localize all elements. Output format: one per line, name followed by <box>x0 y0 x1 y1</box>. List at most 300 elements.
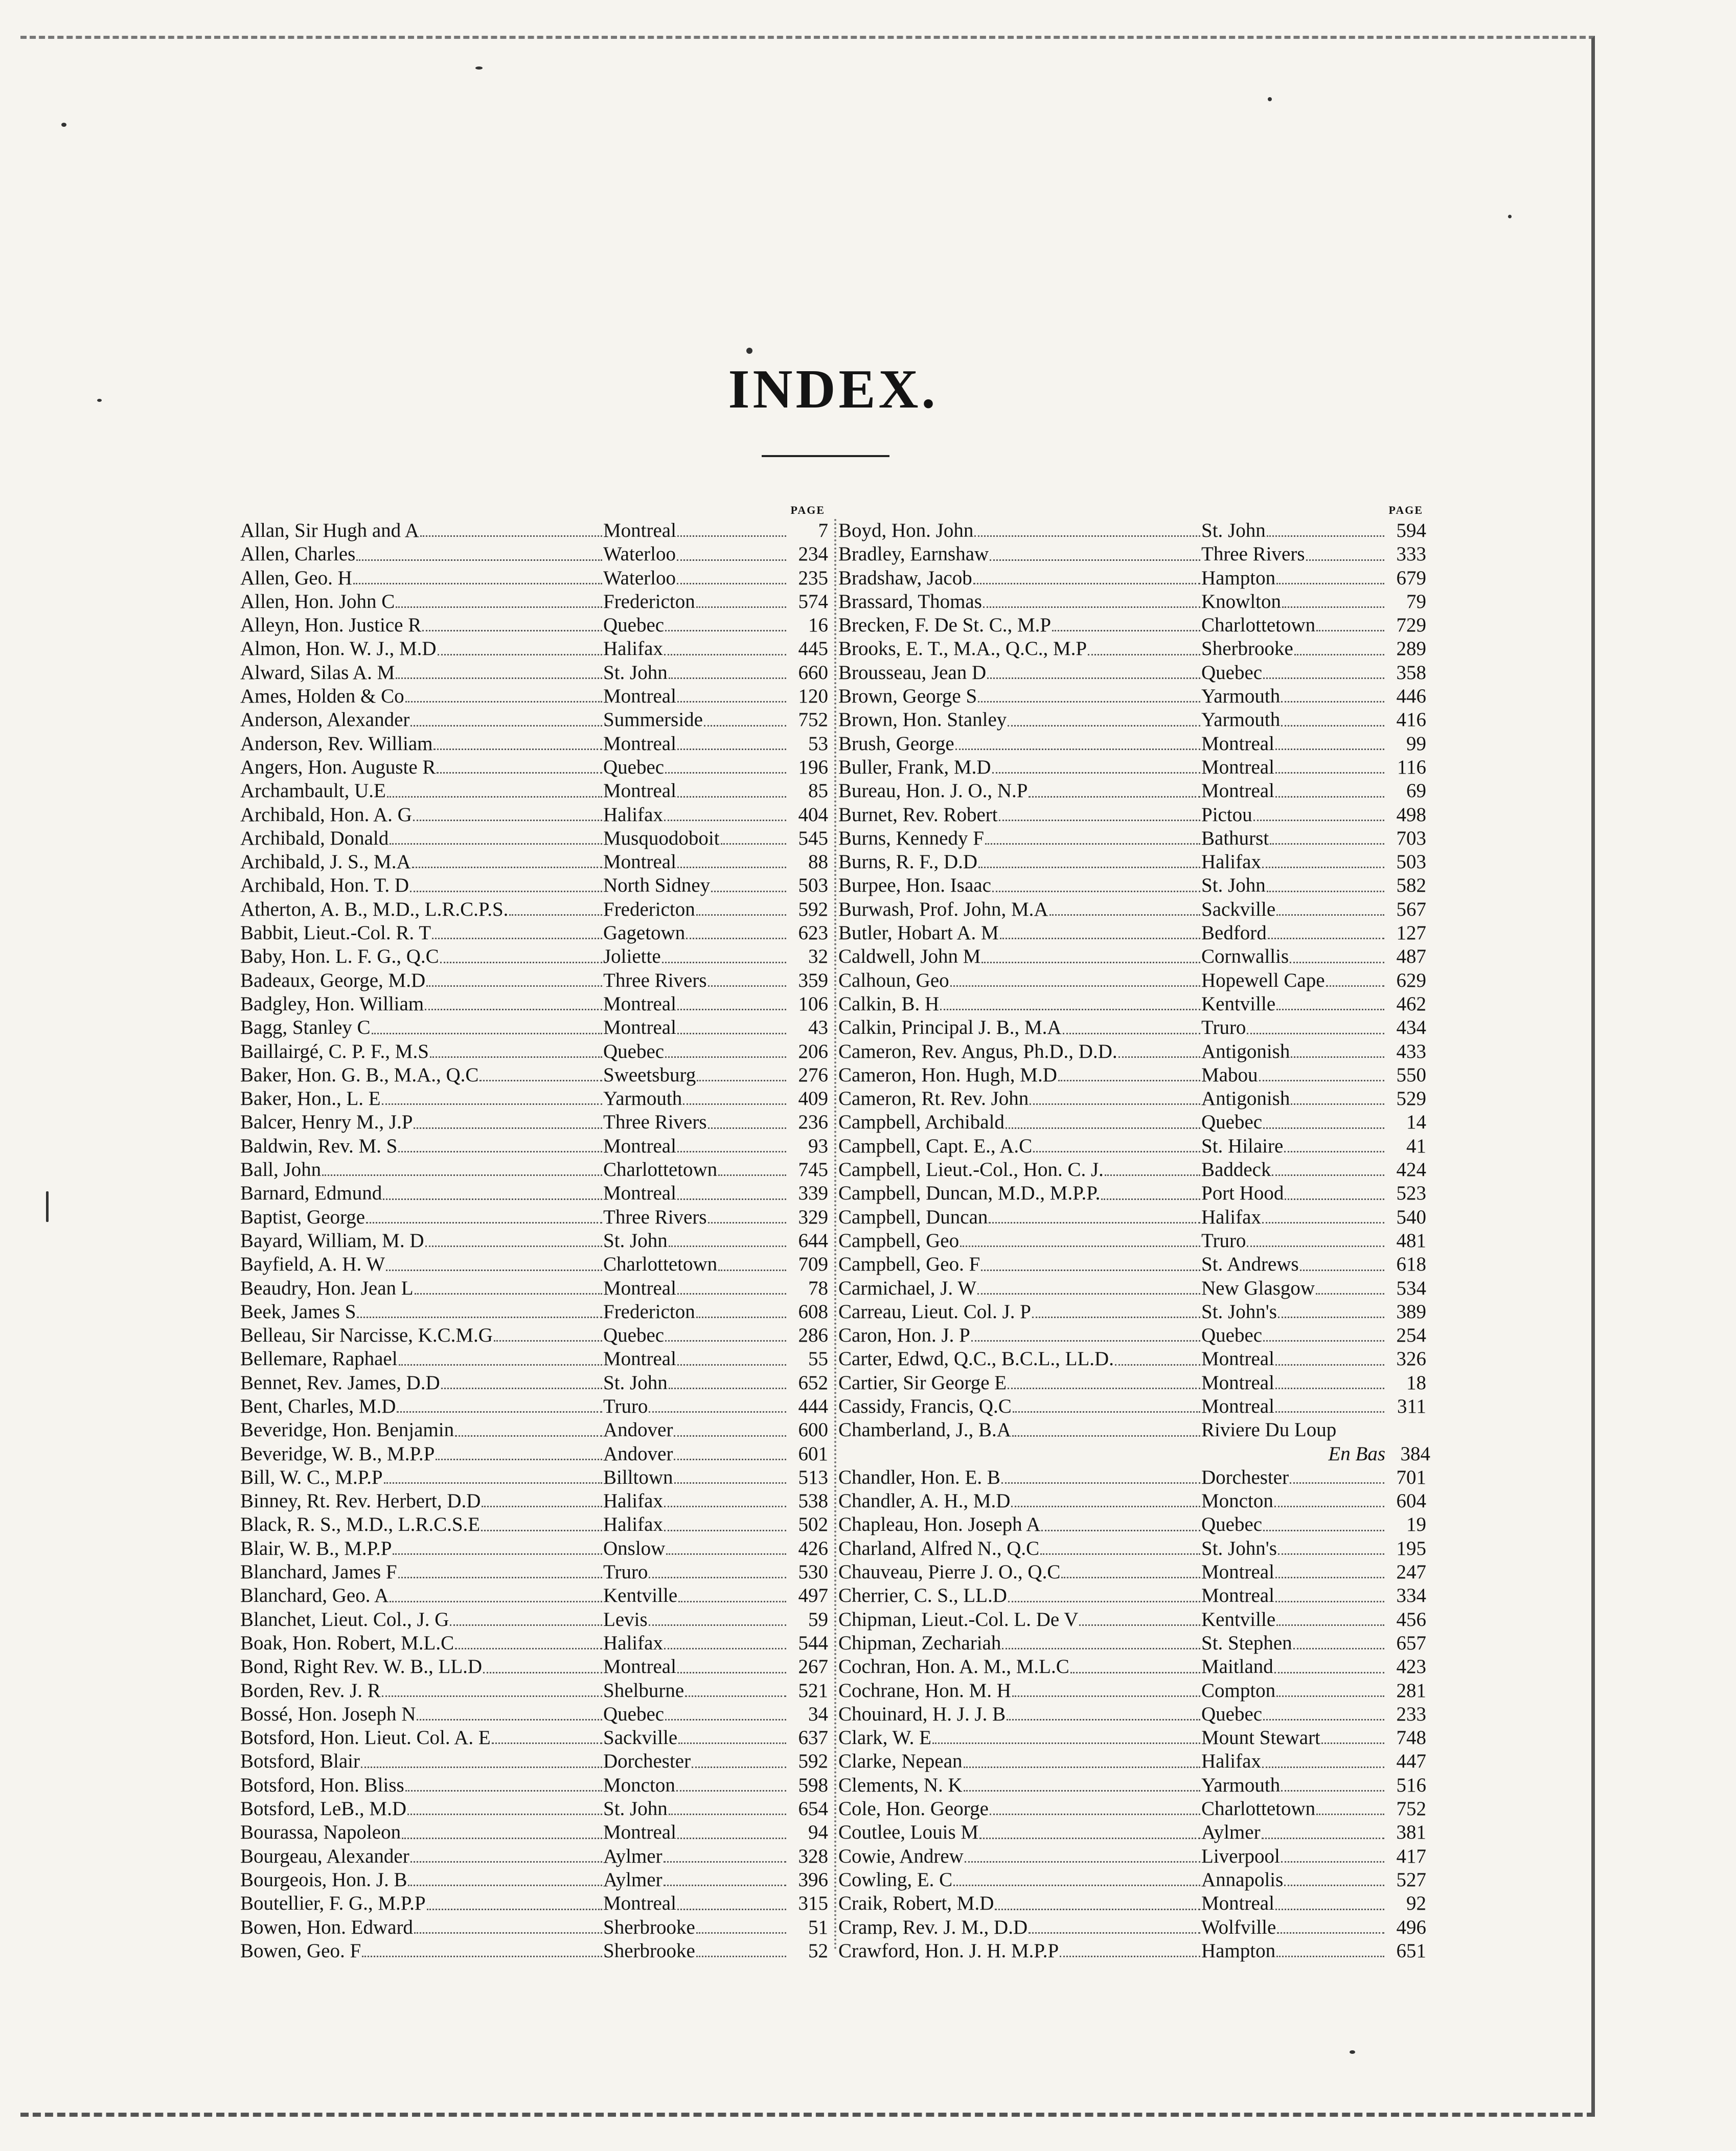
index-entry <box>240 1655 828 1679</box>
entry-place-text: Halifax <box>603 803 663 826</box>
index-entry <box>240 1466 828 1489</box>
leader-dots <box>677 732 786 750</box>
index-entry <box>240 874 828 897</box>
leader-dots <box>665 756 786 774</box>
entry-name-text: Chouinard, H. J. J. B <box>838 1703 1006 1725</box>
entry-name <box>240 969 603 992</box>
entry-name <box>838 827 1201 850</box>
leader-dots <box>669 661 786 679</box>
entry-page-number: 424 <box>1396 1159 1426 1181</box>
entry-place-text: Montreal <box>1201 780 1274 802</box>
entry-name-text: Archibald, J. S., M.A <box>240 851 411 873</box>
entry-name <box>838 898 1201 921</box>
entry-page-number: 521 <box>798 1679 828 1702</box>
entry-place <box>1201 1726 1385 1750</box>
entry-place <box>1201 1418 1385 1442</box>
leader-dots <box>441 1371 602 1389</box>
index-entry <box>240 1277 828 1300</box>
entry-place-text: Montreal <box>603 1016 676 1039</box>
entry-name-text: Badeaux, George, M.D <box>240 969 426 991</box>
entry-place-text: St. John <box>603 1229 668 1252</box>
entry-name <box>838 1537 1201 1560</box>
entry-name-text: Barnard, Edmund <box>240 1182 382 1205</box>
entry-name <box>240 567 603 590</box>
index-entry <box>838 1347 1426 1371</box>
entry-name <box>838 1916 1201 1939</box>
entry-place-text: Halifax <box>1201 1206 1261 1228</box>
entry-place-text: Three Rivers <box>603 1206 707 1228</box>
entry-name <box>838 1418 1201 1442</box>
leader-dots <box>696 898 786 916</box>
index-entry <box>240 1063 828 1087</box>
leader-dots <box>1267 519 1384 537</box>
entry-name <box>240 1206 603 1229</box>
leader-dots <box>677 542 786 560</box>
entry-place <box>1201 519 1385 542</box>
entry-place <box>1201 590 1385 614</box>
entry-name <box>240 1560 603 1584</box>
entry-page-number: 601 <box>798 1442 828 1465</box>
entry-name <box>838 1016 1201 1039</box>
entry-place <box>603 1371 787 1395</box>
entry-place-text: St. John <box>1201 874 1266 897</box>
leader-dots <box>1263 1513 1384 1531</box>
index-entry <box>838 898 1426 921</box>
entry-place-text: Halifax <box>603 1513 663 1536</box>
leader-dots <box>396 590 602 608</box>
entry-name <box>838 1158 1201 1182</box>
entry-place <box>603 1063 787 1087</box>
entry-place <box>1201 1158 1385 1182</box>
entry-place-text: Compton <box>1201 1679 1276 1702</box>
entry-name-text: Cowie, Andrew <box>838 1845 964 1867</box>
entry-place <box>603 1632 787 1655</box>
leader-dots <box>437 756 602 774</box>
leader-dots <box>1001 1466 1200 1484</box>
entry-name <box>838 1489 1201 1513</box>
leader-dots <box>450 1608 602 1626</box>
entry-page-number: 106 <box>798 992 828 1015</box>
index-entry <box>838 969 1426 992</box>
entry-name-text: Balcer, Henry M., J.P <box>240 1111 413 1134</box>
entry-place-text: Dorchester <box>603 1750 691 1773</box>
entry-place-text: En Bas <box>1328 1442 1385 1465</box>
entry-place-text: Shelburne <box>603 1679 684 1702</box>
index-entry <box>838 1750 1426 1773</box>
entry-name <box>838 1845 1201 1868</box>
leader-dots <box>1290 1466 1384 1484</box>
entry-place <box>603 542 787 566</box>
entry-place-text: Montreal <box>603 1135 676 1157</box>
entry-name <box>240 661 603 685</box>
entry-page-number: 41 <box>1406 1135 1426 1157</box>
entry-place <box>603 1418 787 1442</box>
leader-dots <box>718 1253 786 1271</box>
entry-place <box>603 1513 787 1536</box>
leader-dots <box>1115 1347 1200 1365</box>
entry-place <box>603 1135 787 1158</box>
entry-place <box>603 898 787 921</box>
leader-dots <box>1275 779 1384 797</box>
entry-name <box>838 614 1201 637</box>
entry-page-number: 51 <box>808 1916 828 1938</box>
entry-place <box>1201 921 1385 945</box>
leader-dots <box>677 850 786 868</box>
leader-dots <box>1316 1797 1384 1815</box>
entry-page-number: 384 <box>1400 1442 1430 1465</box>
leader-dots <box>1061 1560 1200 1578</box>
entry-name-text: Babbit, Lieut.-Col. R. T <box>240 922 431 944</box>
leader-dots <box>1281 685 1384 703</box>
entry-name <box>240 1750 603 1773</box>
entry-page-number: 416 <box>1396 709 1426 731</box>
index-entry <box>240 1040 828 1063</box>
leader-dots <box>417 1703 602 1720</box>
entry-name-text: Allen, Hon. John C <box>240 590 395 613</box>
index-entry <box>838 1253 1426 1276</box>
index-entry <box>838 779 1426 803</box>
entry-place <box>1201 1703 1385 1726</box>
entry-name-text: Craik, Robert, M.D <box>838 1892 994 1915</box>
entry-name-text: Cassidy, Francis, Q.C <box>838 1395 1012 1417</box>
leader-dots <box>1105 1158 1200 1176</box>
entry-place-text: Montreal <box>603 1656 676 1678</box>
entry-name <box>838 1774 1201 1797</box>
entry-page-number: 592 <box>798 898 828 920</box>
index-entry <box>240 1608 828 1632</box>
leader-dots <box>677 567 786 584</box>
entry-place <box>603 1395 787 1418</box>
entry-page-number: 637 <box>798 1727 828 1749</box>
leader-dots <box>413 803 602 821</box>
leader-dots <box>1291 1040 1384 1058</box>
leader-dots <box>1316 1277 1384 1295</box>
entry-place-text: Maitland <box>1201 1656 1273 1678</box>
entry-place <box>603 1253 787 1276</box>
index-entry <box>240 637 828 661</box>
index-entry <box>240 1253 828 1276</box>
leader-dots <box>664 1632 786 1649</box>
entry-name-text: Botsford, Hon. Bliss <box>240 1774 404 1796</box>
entry-name-text: Anderson, Alexander <box>240 709 410 731</box>
entry-name-text: Anderson, Rev. William <box>240 732 433 755</box>
entry-page-number: 618 <box>1396 1253 1426 1276</box>
leader-dots <box>414 1916 602 1934</box>
entry-name <box>240 992 603 1016</box>
leader-dots <box>999 803 1200 821</box>
entry-name <box>240 1300 603 1324</box>
index-entry <box>240 614 828 637</box>
entry-name <box>240 1324 603 1347</box>
entry-place-text: Knowlton <box>1201 590 1281 613</box>
entry-page-number: 462 <box>1396 992 1426 1015</box>
index-entry <box>240 1726 828 1750</box>
entry-place-text: Moncton <box>1201 1490 1273 1512</box>
entry-place-text: Truro <box>603 1561 648 1583</box>
leader-dots <box>662 945 786 963</box>
leader-dots <box>965 1845 1200 1863</box>
leader-dots <box>1013 1395 1200 1413</box>
entry-place-text: Quebec <box>603 756 665 778</box>
index-entry <box>838 1324 1426 1347</box>
entry-name <box>240 779 603 803</box>
index-entry <box>838 1395 1426 1418</box>
index-entry <box>838 874 1426 897</box>
entry-place <box>603 779 787 803</box>
entry-place-text: Quebec <box>603 1324 665 1347</box>
entry-name <box>240 1087 603 1111</box>
leader-dots <box>1270 827 1384 845</box>
entry-name <box>240 1655 603 1679</box>
leader-dots <box>1118 1040 1200 1058</box>
entry-place-text: Montreal <box>603 1892 676 1915</box>
entry-page-number: 629 <box>1396 969 1426 991</box>
entry-page-number: 748 <box>1396 1727 1426 1749</box>
entry-name-text: Coutlee, Louis M <box>838 1821 979 1844</box>
leader-dots <box>664 803 786 821</box>
entry-place-text: Quebec <box>603 1703 665 1725</box>
entry-place <box>1201 803 1385 827</box>
leader-dots <box>677 1655 786 1673</box>
entry-name-text: Botsford, Blair <box>240 1750 360 1773</box>
leader-dots <box>674 1418 786 1436</box>
entry-place <box>1201 850 1385 874</box>
entry-name-text: Clarke, Nepean <box>838 1750 963 1773</box>
entry-page-number: 598 <box>798 1774 828 1796</box>
leader-dots <box>1263 1703 1384 1720</box>
leader-dots <box>708 969 786 987</box>
entry-page-number: 540 <box>1396 1206 1426 1228</box>
entry-page-number: 120 <box>798 685 828 708</box>
entry-name <box>838 1655 1201 1679</box>
entry-page-number: 206 <box>798 1040 828 1062</box>
entry-name-text: Bureau, Hon. J. O., N.P <box>838 780 1028 802</box>
entry-page-number: 99 <box>1406 732 1426 755</box>
leader-dots <box>1262 1750 1384 1768</box>
index-entry <box>838 850 1426 874</box>
entry-name-text: Charland, Alfred N., Q.C <box>838 1537 1040 1559</box>
entry-name-text: Cochran, Hon. A. M., M.L.C <box>838 1656 1069 1678</box>
entry-page-number: 55 <box>808 1348 828 1370</box>
entry-name-text: Blanchard, Geo. A <box>240 1584 389 1607</box>
entry-page-number: 234 <box>798 543 828 565</box>
entry-name-text: Baker, Hon., L. E <box>240 1088 381 1110</box>
entry-name <box>240 1679 603 1703</box>
index-entry <box>838 614 1426 637</box>
entry-place <box>603 1703 787 1726</box>
index-entry <box>240 567 828 590</box>
entry-name-text: Cameron, Hon. Hugh, M.D <box>838 1063 1057 1086</box>
entry-page-number: 409 <box>798 1088 828 1110</box>
entry-name-text: Beaudry, Hon. Jean L <box>240 1277 414 1299</box>
entry-name <box>838 1608 1201 1632</box>
entry-name <box>838 519 1201 542</box>
index-entry <box>240 661 828 685</box>
entry-place-text: Quebec <box>1201 661 1263 684</box>
entry-place-text: Truro <box>1201 1229 1246 1252</box>
leader-dots <box>1060 1939 1200 1957</box>
leader-dots <box>1281 1774 1384 1792</box>
entry-name-text: Allan, Sir Hugh and A <box>240 519 419 541</box>
entry-name <box>838 542 1201 566</box>
entry-place-text: Dorchester <box>1201 1466 1289 1488</box>
index-entry <box>838 1277 1426 1300</box>
entry-name-text: Archambault, U.E <box>240 780 386 802</box>
leader-dots <box>408 1868 602 1886</box>
entry-place-text: Quebec <box>1201 1111 1263 1134</box>
entry-name <box>838 1513 1201 1536</box>
entry-place <box>1201 1560 1385 1584</box>
index-entry <box>838 1513 1426 1536</box>
leader-dots <box>1247 1229 1384 1247</box>
entry-place-text: Sweetsburg <box>603 1063 696 1086</box>
leader-dots <box>393 1537 602 1555</box>
entry-name <box>240 898 603 921</box>
leader-dots <box>1000 921 1200 939</box>
entry-name-text: Bradshaw, Jacob <box>838 567 972 589</box>
entry-name-text: Bowen, Hon. Edward <box>240 1916 413 1938</box>
entry-name <box>838 921 1201 945</box>
entry-page-number: 544 <box>798 1632 828 1654</box>
index-entry <box>240 1703 828 1726</box>
entry-name-text: Bill, W. C., M.P.P <box>240 1466 383 1488</box>
leader-dots <box>382 1087 602 1105</box>
entry-name-text: Brown, Hon. Stanley <box>838 709 1007 731</box>
entry-place <box>603 637 787 661</box>
leader-dots <box>1290 945 1384 963</box>
leader-dots <box>973 567 1200 584</box>
index-entry <box>838 1111 1426 1134</box>
entry-place <box>603 1206 787 1229</box>
entry-place-text: Charlottetown <box>1201 614 1316 637</box>
leader-dots <box>649 1560 786 1578</box>
index-entry <box>240 1229 828 1253</box>
entry-page-number: 329 <box>798 1206 828 1228</box>
entry-place <box>603 661 787 685</box>
leader-dots <box>382 1679 602 1697</box>
index-entry <box>838 567 1426 590</box>
entry-page-number: 497 <box>798 1584 828 1607</box>
leader-dots <box>974 519 1200 537</box>
entry-place <box>1201 1632 1385 1655</box>
entry-place <box>1201 992 1385 1016</box>
leader-dots <box>950 969 1200 987</box>
index-entry <box>240 969 828 992</box>
index-entry <box>240 779 828 803</box>
entry-page-number: 752 <box>798 709 828 731</box>
entry-name <box>838 1347 1201 1371</box>
entry-page-number: 608 <box>798 1300 828 1323</box>
entry-name-text: Angers, Hon. Auguste R <box>240 756 436 778</box>
index-entry <box>240 1679 828 1703</box>
entry-name <box>838 1300 1201 1324</box>
leader-dots <box>664 1868 786 1886</box>
entry-name <box>838 1939 1201 1963</box>
leader-dots <box>405 685 602 703</box>
leader-dots <box>1058 1063 1200 1081</box>
entry-name-text: Chauveau, Pierre J. O., Q.C <box>838 1561 1061 1583</box>
entry-place <box>603 1537 787 1560</box>
entry-place <box>1201 732 1385 756</box>
entry-place <box>1201 1347 1385 1371</box>
entry-name-text: Clark, W. E <box>838 1727 931 1749</box>
entry-place-text: Quebec <box>603 614 665 637</box>
leader-dots <box>1326 969 1384 987</box>
entry-page-number: 503 <box>1396 851 1426 873</box>
print-speck <box>1508 215 1512 218</box>
entry-page-number: 550 <box>1396 1063 1426 1086</box>
entry-place-text: Truro <box>603 1395 648 1417</box>
entry-name-text: Bourgeois, Hon. J. B <box>240 1868 407 1891</box>
entry-page-number: 289 <box>1396 638 1426 660</box>
entry-place <box>603 1158 787 1182</box>
entry-place-text: Sackville <box>1201 898 1276 920</box>
entry-place <box>1201 1182 1385 1205</box>
entry-place-text: Riviere Du Loup <box>1201 1419 1337 1441</box>
leader-dots <box>704 708 786 726</box>
entry-name-text: Burpee, Hon. Isaac <box>838 874 991 897</box>
entry-place <box>1201 1916 1385 1939</box>
leader-dots <box>708 1111 786 1128</box>
index-entry <box>240 1916 828 1939</box>
entry-page-number: 423 <box>1396 1656 1426 1678</box>
entry-name <box>838 590 1201 614</box>
entry-name <box>240 1632 603 1655</box>
leader-dots <box>1259 1063 1385 1081</box>
entry-name <box>240 1513 603 1536</box>
index-entry <box>838 1489 1426 1513</box>
leader-dots <box>664 1513 786 1531</box>
entry-place <box>603 1774 787 1797</box>
index-entry <box>240 519 828 542</box>
entry-page-number: 359 <box>798 969 828 991</box>
entry-place-text: Halifax <box>603 638 663 660</box>
entry-place <box>1201 1513 1385 1536</box>
entry-name <box>240 1418 603 1442</box>
entry-place-text: Billtown <box>603 1466 673 1488</box>
entry-name-text: Baldwin, Rev. M. S <box>240 1135 398 1157</box>
entry-place <box>1201 1821 1385 1844</box>
entry-page-number: 333 <box>1396 543 1426 565</box>
entry-page-number: 516 <box>1396 1774 1426 1796</box>
entry-place-text: Montreal <box>603 1277 676 1299</box>
entry-name-text: Chandler, A. H., M.D <box>838 1490 1011 1512</box>
index-entry <box>240 1892 828 1915</box>
entry-name <box>838 1277 1201 1300</box>
entry-place-text: Montreal <box>603 685 676 708</box>
entry-name <box>838 1253 1201 1276</box>
entry-place-text: Quebec <box>603 1040 665 1062</box>
entry-place <box>1201 1063 1385 1087</box>
entry-page-number: 7 <box>818 519 828 541</box>
entry-name <box>240 685 603 708</box>
entry-name-text: Beveridge, Hon. Benjamin <box>240 1419 454 1441</box>
leader-dots <box>398 1135 602 1152</box>
leader-dots <box>438 637 602 655</box>
entry-place-text: St. Stephen <box>1201 1632 1292 1654</box>
index-entry <box>240 1347 828 1371</box>
index-entry <box>838 1892 1426 1915</box>
entry-place-text: Sherbrooke <box>1201 638 1293 660</box>
entry-name-text: Archibald, Hon. A. G <box>240 803 412 826</box>
index-entry <box>838 661 1426 685</box>
entry-page-number: 703 <box>1396 827 1426 849</box>
entry-name-text: Botsford, Hon. Lieut. Col. A. E <box>240 1727 491 1749</box>
leader-dots <box>678 1726 786 1744</box>
entry-name <box>838 992 1201 1016</box>
entry-name <box>240 945 603 968</box>
entry-name-text: Brooks, E. T., M.A., Q.C., M.P <box>838 638 1087 660</box>
